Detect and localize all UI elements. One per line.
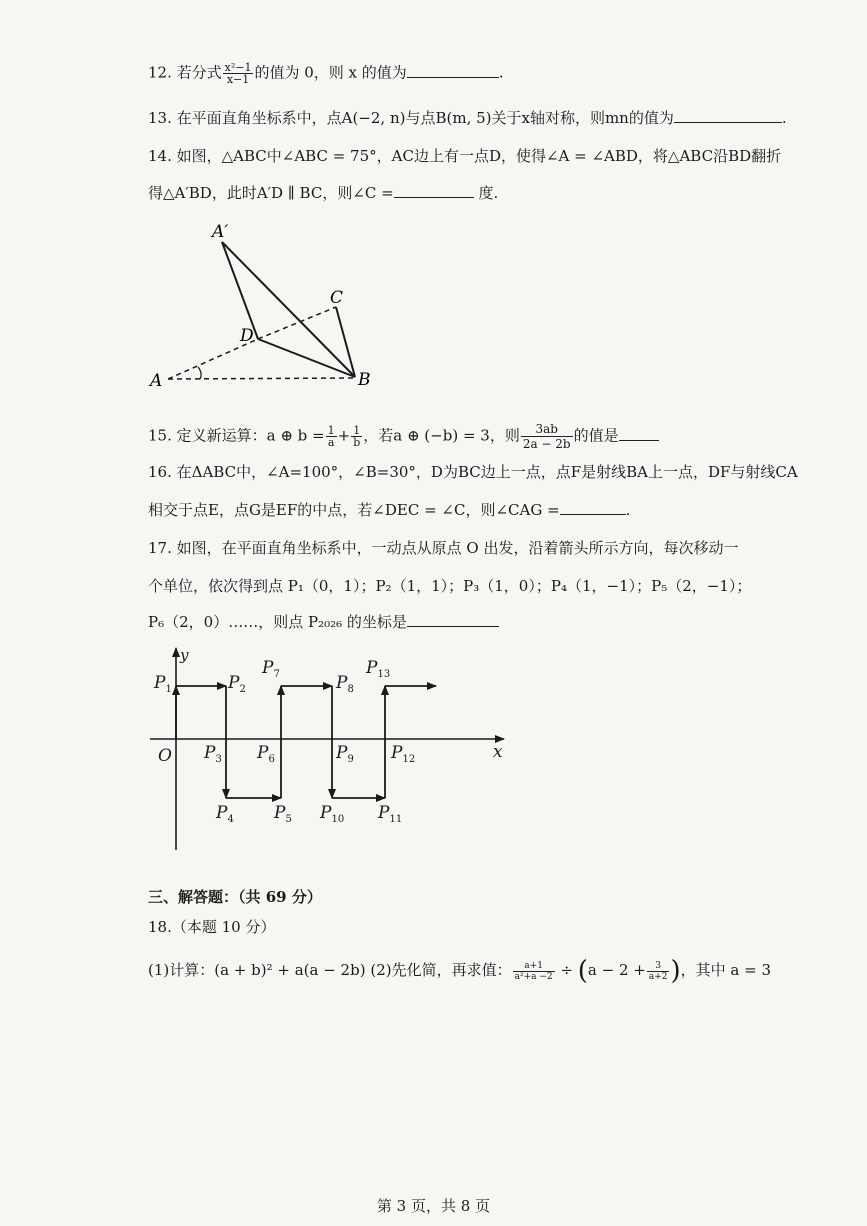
question-14-line2 bbox=[148, 183, 498, 203]
q17-line1-text: 17. 如图，在平面直角坐标系中，一动点从原点 O 出发，沿着箭头所示方向，每次移动一 bbox=[148, 539, 739, 557]
question-14-line1 bbox=[148, 146, 781, 166]
question-17-line2 bbox=[148, 576, 751, 596]
segment-a-prime-d bbox=[222, 242, 258, 339]
label-p4: $P_4$ bbox=[216, 803, 234, 825]
label-x: x bbox=[493, 742, 503, 762]
q15-frac1-num: 1 bbox=[327, 424, 335, 437]
label-p6: $P_6$ bbox=[257, 743, 275, 765]
question-12 bbox=[148, 62, 504, 85]
q13-end: . bbox=[781, 109, 787, 127]
page-footer bbox=[0, 1196, 867, 1216]
q15-frac-3 bbox=[521, 422, 573, 451]
label-p9: $P_9$ bbox=[336, 743, 354, 765]
q18-part2-prefix: (2)先化简，再求值： bbox=[370, 961, 512, 979]
q18-paren-close: ) bbox=[670, 956, 681, 986]
segment-a-prime-b bbox=[222, 242, 355, 377]
q14-answer-blank bbox=[394, 183, 474, 198]
q14-triangle-figure bbox=[140, 215, 400, 395]
q16-end: . bbox=[625, 501, 631, 519]
q18-paren-open: ( bbox=[577, 956, 588, 986]
q13-text: 13. 在平面直角坐标系中，点A(−2, n)与点B(m, 5)关于x轴对称，则mn的值为 bbox=[148, 109, 674, 127]
q15-suffix: 的值是 bbox=[573, 426, 619, 445]
label-p1: $P_1$ bbox=[154, 673, 172, 695]
page-number: 第 3 页，共 8 页 bbox=[376, 1197, 491, 1215]
label-p3: $P_3$ bbox=[204, 743, 222, 765]
question-17-line1 bbox=[148, 538, 738, 558]
question-16-line1 bbox=[148, 462, 798, 482]
label-a-prime: A′ bbox=[212, 222, 229, 242]
q15-answer-blank bbox=[619, 426, 659, 441]
question-13 bbox=[148, 108, 787, 128]
q15-prefix: 15. 定义新运算：a ⊕ b = bbox=[148, 426, 325, 445]
q17-coordinate-figure bbox=[140, 640, 520, 860]
q18-part1: (1)计算：(a + b)² + a(a − 2b) bbox=[148, 961, 366, 979]
label-p8: $P_8$ bbox=[336, 673, 354, 695]
q18-div: ÷ bbox=[560, 961, 573, 979]
q12-frac-num: x²−1 bbox=[224, 61, 252, 74]
question-18-header bbox=[148, 917, 275, 937]
label-p5: $P_5$ bbox=[274, 803, 292, 825]
q18-header-text: 18.（本题 10 分） bbox=[148, 918, 276, 936]
q18-frac2-num: 3 bbox=[647, 961, 670, 972]
label-a: A bbox=[150, 371, 163, 391]
q17-line3-prefix: P₆（2，0）……，则点 P₂₀₂₆ 的坐标是 bbox=[148, 613, 407, 631]
q14-line1-text: 14. 如图，△ABC中∠ABC = 75°，AC边上有一点D，使得∠A = ∠ABD，将△ABC沿BD翻折 bbox=[148, 147, 782, 165]
question-16-line2 bbox=[148, 500, 630, 520]
q16-line2-prefix: 相交于点E，点G是EF的中点，若∠DEC = ∠C，则∠CAG = bbox=[148, 501, 560, 519]
q12-end: . bbox=[498, 63, 504, 82]
q15-plus: + bbox=[337, 426, 351, 445]
question-15 bbox=[148, 422, 659, 451]
segment-d-c-dashed bbox=[258, 307, 336, 339]
q12-answer-blank bbox=[407, 63, 499, 78]
q18-frac1-den: a²+a −2 bbox=[514, 971, 553, 982]
label-d: D bbox=[240, 326, 254, 346]
q12-suffix: 的值为 0，则 x 的值为 bbox=[254, 63, 407, 82]
q16-answer-blank bbox=[560, 500, 626, 515]
segment-a-b-dashed bbox=[168, 378, 355, 379]
q18-frac-1 bbox=[513, 961, 555, 982]
q15-frac3-num: 3ab bbox=[521, 422, 573, 437]
q17-line2-text: 个单位，依次得到点 P₁（0，1）；P₂（1，1）；P₃（1，0）；P₄（1，−1）；P₅（2，−1）； bbox=[148, 577, 752, 595]
q18-frac-2 bbox=[647, 961, 670, 982]
q18-suffix: ，其中 a = 3 bbox=[680, 961, 771, 979]
q17-answer-blank bbox=[407, 612, 499, 627]
section-3-title bbox=[148, 887, 322, 907]
label-p2: $P_2$ bbox=[228, 673, 246, 695]
label-y: y bbox=[180, 646, 189, 664]
q15-frac3-den: 2a − 2b bbox=[522, 437, 571, 451]
q14-line2-suffix: 度. bbox=[478, 184, 499, 202]
angle-a-mark bbox=[198, 367, 201, 379]
q14-line2-prefix: 得△A′BD，此时A′D ∥ BC，则∠C = bbox=[148, 184, 394, 202]
section-3-title-text: 三、解答题：（共 69 分） bbox=[148, 888, 322, 906]
q15-frac-2 bbox=[351, 425, 362, 448]
segment-d-b bbox=[258, 339, 355, 377]
label-b: B bbox=[358, 370, 371, 390]
label-p11: $P_{11}$ bbox=[378, 803, 403, 825]
q15-middle: ，若a ⊕ (−b) = 3，则 bbox=[363, 426, 520, 445]
label-o: O bbox=[158, 746, 172, 766]
question-17-line3 bbox=[148, 612, 499, 632]
q15-frac1-den: a bbox=[327, 436, 335, 449]
movement-path bbox=[176, 686, 436, 798]
q12-fraction bbox=[223, 62, 254, 85]
label-c: C bbox=[330, 288, 344, 308]
q12-frac-den: x−1 bbox=[226, 73, 250, 86]
label-p7: $P_7$ bbox=[262, 658, 280, 680]
q15-frac-1 bbox=[326, 425, 337, 448]
q18-inner: a − 2 + bbox=[587, 961, 646, 979]
label-p13: $P_{13}$ bbox=[366, 658, 391, 680]
q15-frac2-den: b bbox=[353, 436, 361, 449]
q12-prefix: 12. 若分式 bbox=[148, 63, 222, 82]
q18-frac1-num: a+1 bbox=[513, 961, 555, 972]
label-p10: $P_{10}$ bbox=[320, 803, 345, 825]
q18-frac2-den: a+2 bbox=[648, 971, 668, 982]
question-18-parts bbox=[148, 956, 771, 986]
q15-frac2-num: 1 bbox=[351, 425, 362, 437]
q13-answer-blank bbox=[674, 108, 782, 123]
label-p12: $P_{12}$ bbox=[391, 743, 416, 765]
q16-line1-text: 16. 在ΔABC中，∠A=100°，∠B=30°，D为BC边上一点，点F是射线BA上一点，DF与射线CA bbox=[148, 463, 798, 481]
